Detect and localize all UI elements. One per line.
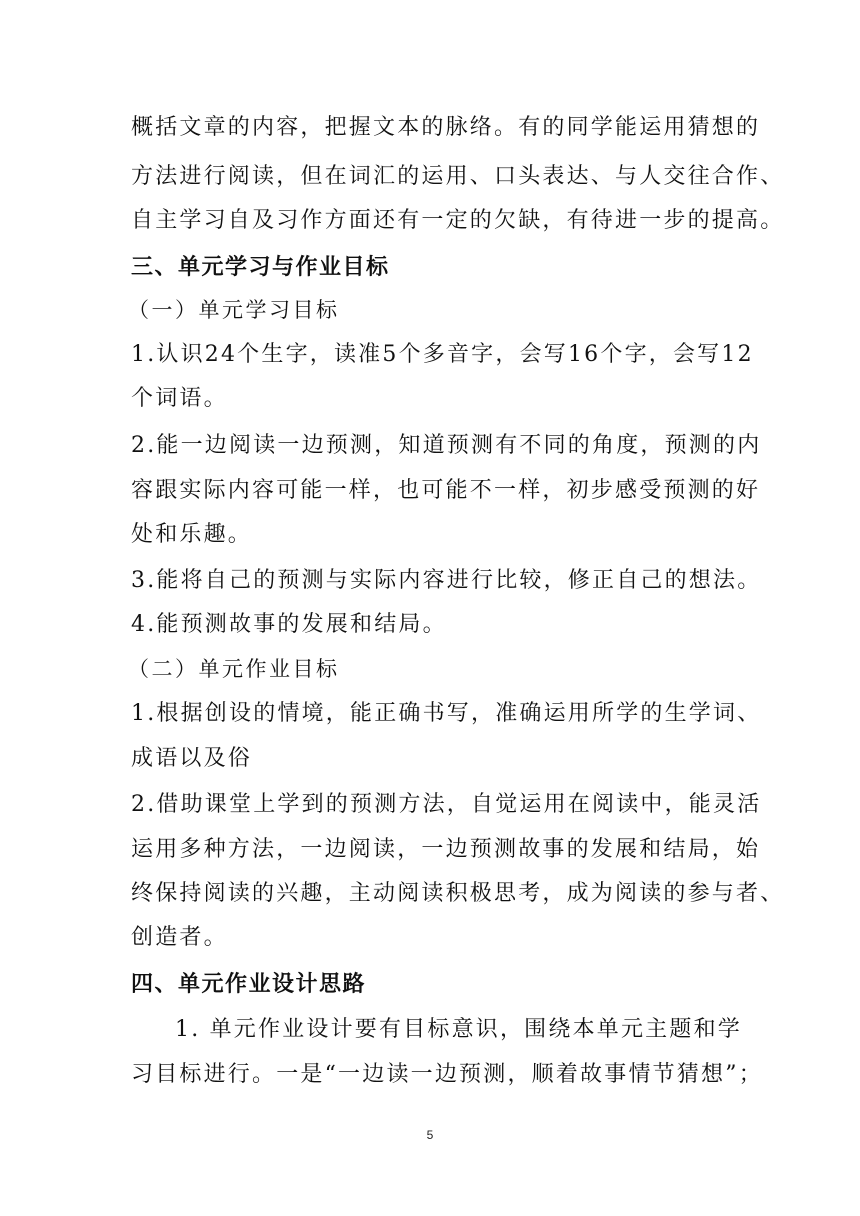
list-item-line: 2.能一边阅读一边预测，知道预测有不同的角度，预测的内 bbox=[131, 433, 762, 458]
list-item-line: 个词语。 bbox=[131, 386, 228, 411]
list-item-line: 1.认识24个生字，读准5个多音字，会写16个字，会写12 bbox=[131, 342, 754, 367]
list-item-line: 成语以及俗 bbox=[131, 746, 253, 771]
paragraph-line: 习目标进行。一是“一边读一边预测，顺着故事情节猜想”； bbox=[131, 1062, 763, 1087]
section-heading: 三、单元学习与作业目标 bbox=[131, 255, 390, 280]
paragraph-line: 方法进行阅读，但在词汇的运用、口头表达、与人交往合作、 bbox=[131, 164, 785, 189]
list-item-line: 2.借助课堂上学到的预测方法，自觉运用在阅读中，能灵活 bbox=[131, 792, 762, 817]
page-number: 5 bbox=[426, 1128, 434, 1142]
list-item-line: 处和乐趣。 bbox=[131, 522, 253, 547]
list-item-line: 3.能将自己的预测与实际内容进行比较，修正自己的想法。 bbox=[131, 568, 762, 593]
list-item-line: 1.根据创设的情境，能正确书写，准确运用所学的生学词、 bbox=[131, 701, 762, 726]
paragraph-line: 1. 单元作业设计要有目标意识，围绕本单元主题和学 bbox=[175, 1017, 742, 1042]
paragraph-line: 概括文章的内容，把握文本的脉络。有的同学能运用猜想的 bbox=[131, 115, 761, 140]
subsection-heading: （一）单元学习目标 bbox=[128, 298, 340, 322]
section-heading: 四、单元作业设计思路 bbox=[131, 972, 367, 997]
paragraph-line: 自主学习自及习作方面还有一定的欠缺，有待进一步的提高。 bbox=[131, 208, 785, 233]
subsection-heading: （二）单元作业目标 bbox=[128, 657, 340, 681]
list-item-line: 4.能预测故事的发展和结局。 bbox=[131, 612, 447, 637]
list-item-line: 创造者。 bbox=[131, 925, 228, 950]
list-item-line: 运用多种方法，一边阅读，一边预测故事的发展和结局，始 bbox=[131, 837, 761, 862]
list-item-line: 容跟实际内容可能一样，也可能不一样，初步感受预测的好 bbox=[131, 478, 761, 503]
list-item-line: 终保持阅读的兴趣，主动阅读积极思考，成为阅读的参与者、 bbox=[131, 881, 785, 906]
